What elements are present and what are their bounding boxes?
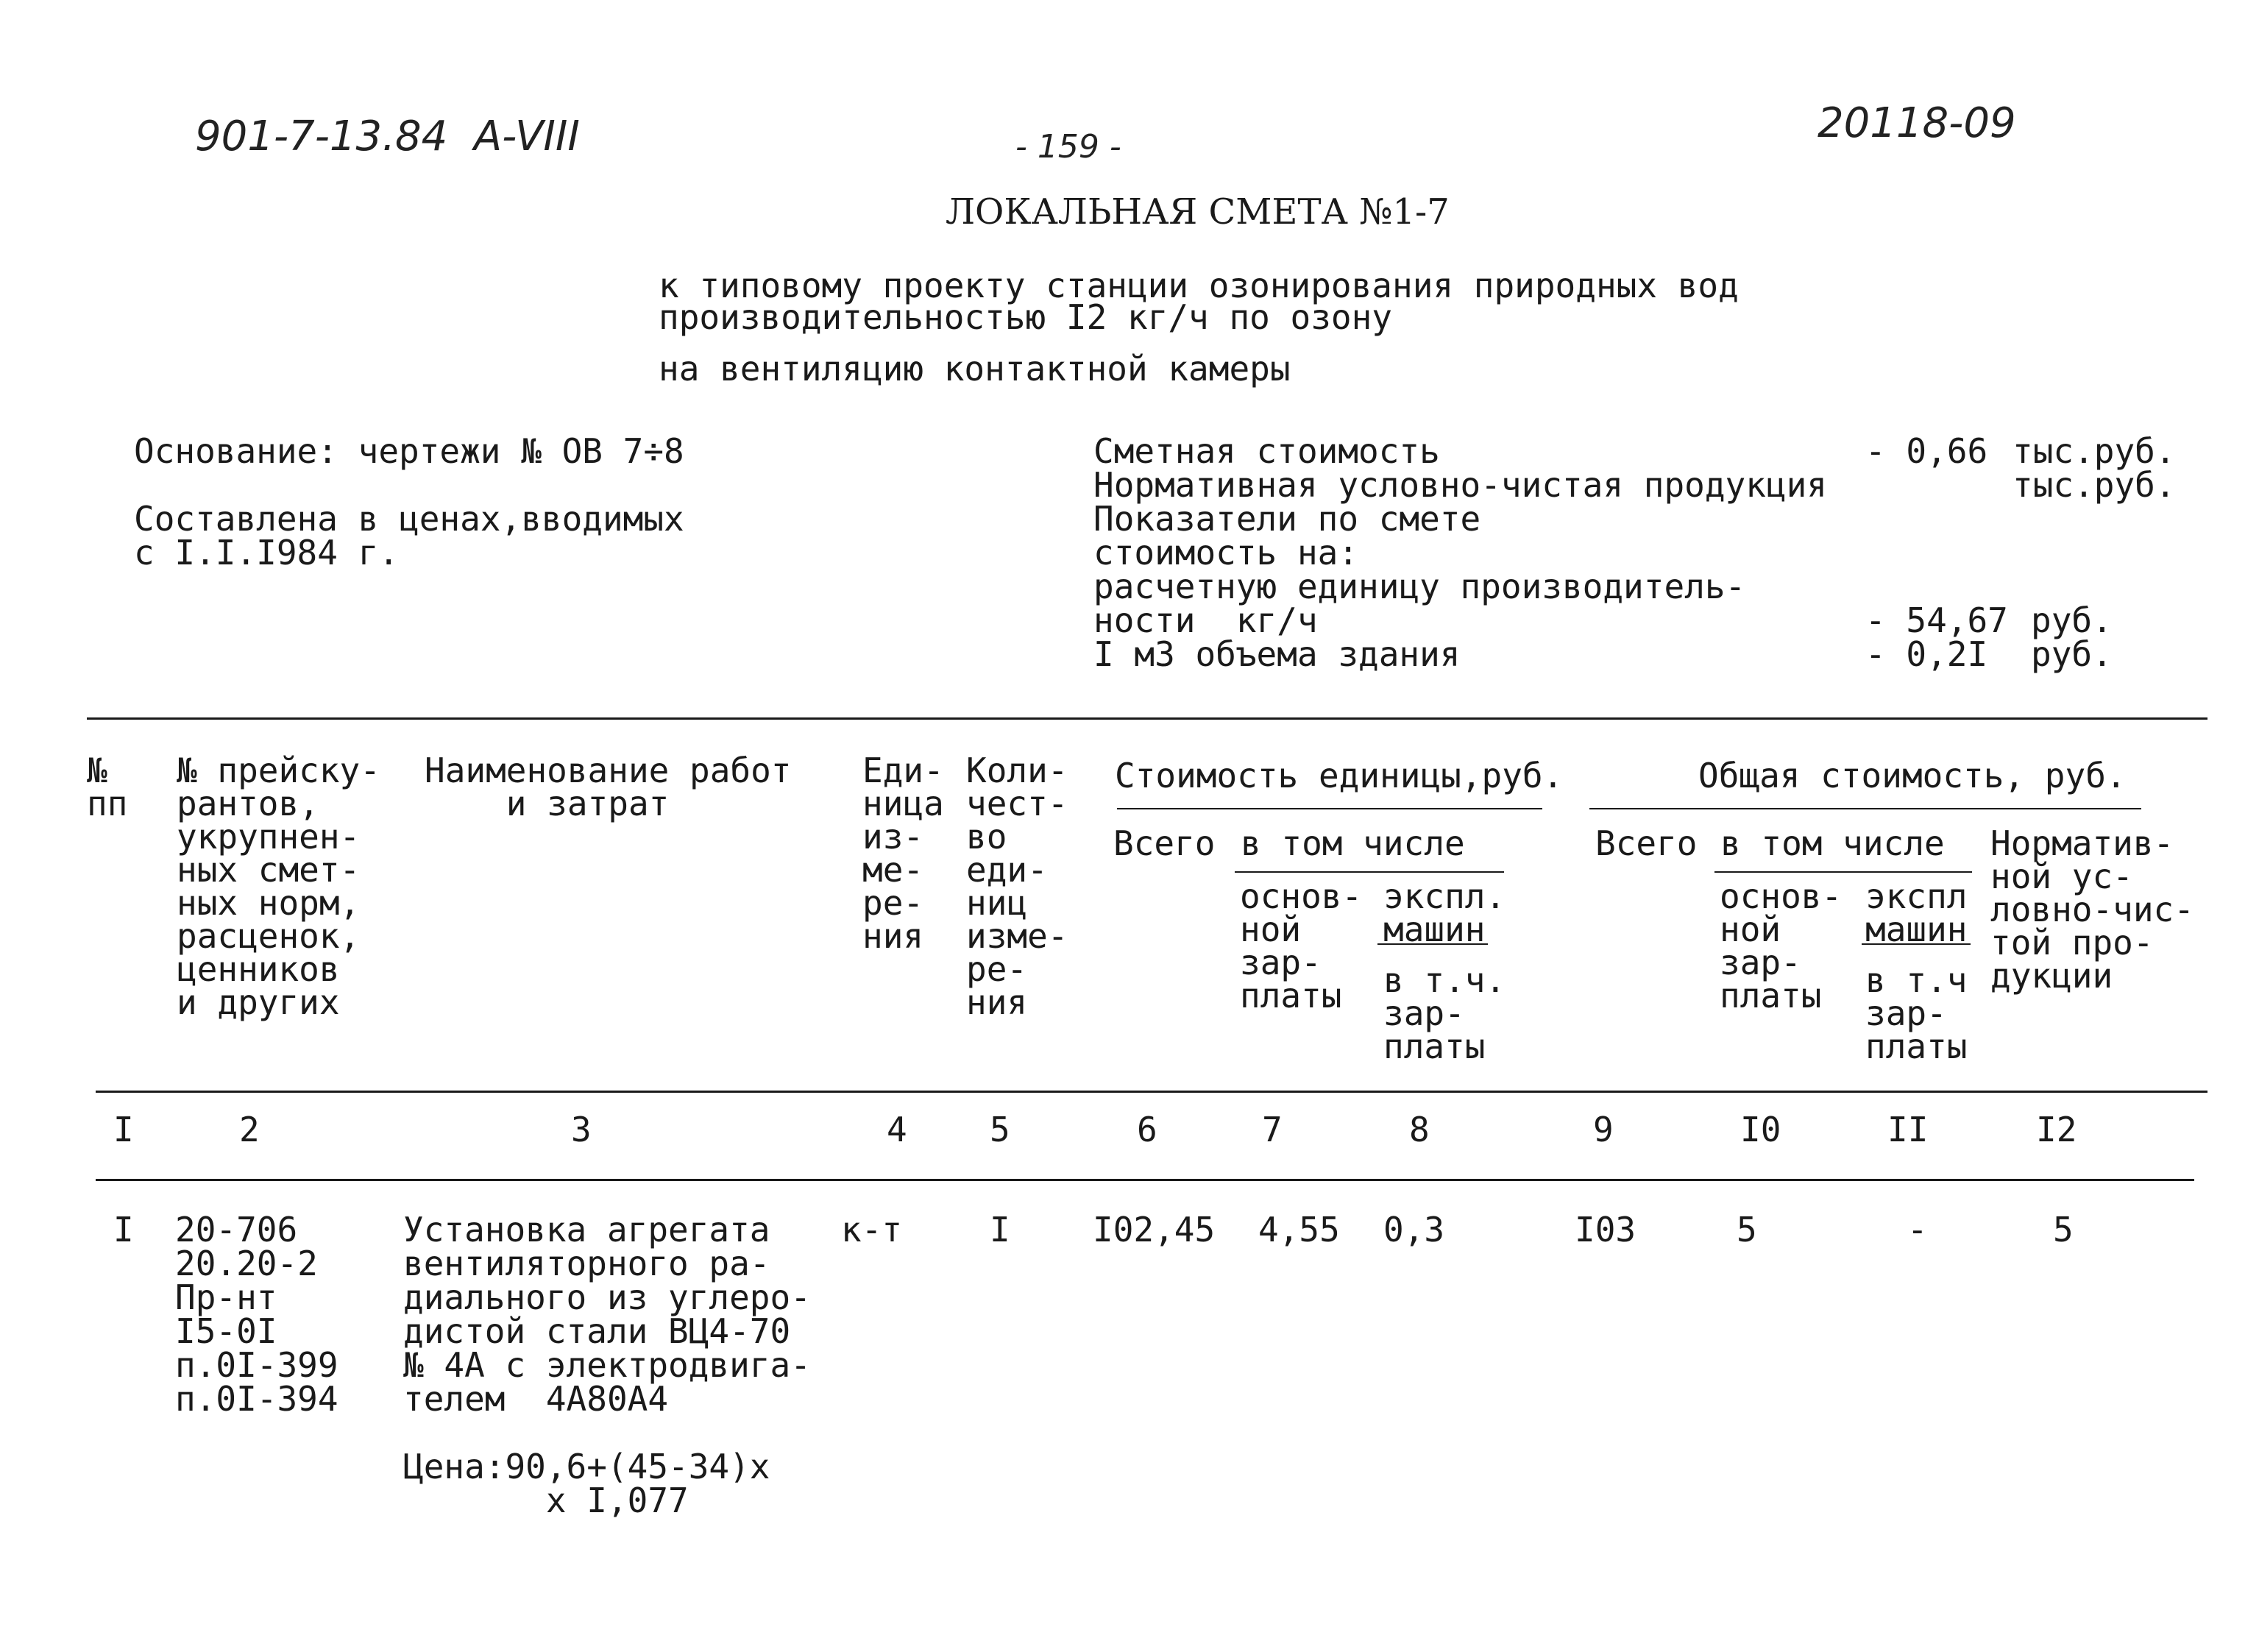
summary-value-per-m3: - 0,2I bbox=[1865, 634, 1988, 674]
summary-label-cost-on: стоимость на: bbox=[1093, 533, 1359, 572]
colnum-8: 8 bbox=[1409, 1110, 1430, 1149]
header-unit-base-wage: основ- ной зар- платы bbox=[1240, 876, 1363, 1015]
project-code-stamp: 901-7-13.84 A-VIII bbox=[195, 113, 580, 160]
document-title: ЛОКАЛЬНАЯ СМЕТА №1-7 bbox=[946, 191, 1450, 233]
row-1-refs: 20-706 20.20-2 Пр-нт I5-0I п.0I-399 п.0I-394 bbox=[175, 1210, 338, 1419]
row-1-total: I03 bbox=[1575, 1210, 1636, 1249]
header-total-machine-2: машин bbox=[1865, 910, 1968, 949]
colnum-5: 5 bbox=[990, 1110, 1010, 1149]
total-cost-group-rule bbox=[1589, 808, 2141, 809]
header-total-incl: в том числе bbox=[1720, 823, 1945, 863]
summary-unit-per-m3: руб. bbox=[2031, 634, 2113, 674]
header-unit-total: Всего bbox=[1113, 823, 1216, 863]
registry-number: 20118-09 bbox=[1818, 99, 2016, 147]
colnum-7: 7 bbox=[1262, 1110, 1283, 1149]
header-bottom-rule bbox=[96, 1091, 2207, 1093]
total-incl-rule bbox=[1714, 871, 1972, 873]
row-1-total-machine: - bbox=[1907, 1210, 1928, 1249]
row-1-unit: к-т bbox=[841, 1210, 903, 1249]
colnum-12: I2 bbox=[2036, 1110, 2077, 1149]
prices-line-1: Составлена в ценах,вводимых bbox=[134, 499, 684, 539]
summary-unit-nchp: тыс.руб. bbox=[2012, 465, 2176, 505]
summary-unit-per-unit: руб. bbox=[2031, 600, 2113, 640]
prices-line-2: с I.I.I984 г. bbox=[134, 533, 400, 572]
colnum-9: 9 bbox=[1593, 1110, 1614, 1149]
header-unit-machine: экспл. bbox=[1383, 876, 1506, 916]
summary-label-nchp: Нормативная условно-чистая продукция bbox=[1093, 465, 1827, 505]
header-total-cost-group: Общая стоимость, руб. bbox=[1698, 756, 2127, 795]
colnum-10: I0 bbox=[1740, 1110, 1781, 1149]
summary-label-per-unit-2: ности кг/ч bbox=[1093, 600, 1318, 640]
row-1-total-base: 5 bbox=[1737, 1210, 1757, 1249]
colnum-6: 6 bbox=[1137, 1110, 1157, 1149]
summary-value-per-unit: - 54,67 bbox=[1865, 600, 2008, 640]
summary-label-per-m3: I м3 объема здания bbox=[1093, 634, 1461, 674]
header-total-base-wage: основ- ной зар- платы bbox=[1720, 876, 1843, 1015]
summary-label-indicators: Показатели по смете bbox=[1093, 499, 1481, 539]
header-nchp: Норматив- ной ус- ловно-чис- той про- дукции bbox=[1990, 823, 2194, 996]
row-1-unit-machine: 0,3 bbox=[1383, 1210, 1445, 1249]
header-unit-incl: в том числе bbox=[1241, 823, 1465, 863]
header-unit-machine-wage: в т.ч. зар- платы bbox=[1383, 960, 1506, 1066]
row-1-num: I bbox=[113, 1210, 134, 1249]
summary-unit-cost: тыс.руб. bbox=[2012, 431, 2176, 471]
subtitle-line-1: к типовому проекту станции озонирования природных вод bbox=[659, 266, 1739, 305]
summary-label-per-unit-1: расчетную единицу производитель- bbox=[1093, 567, 1746, 606]
basis-line: Основание: чертежи № ОВ 7÷8 bbox=[134, 431, 684, 471]
page-number: - 159 - bbox=[1015, 128, 1121, 166]
row-1-nchp: 5 bbox=[2053, 1210, 2074, 1249]
unit-cost-group-rule bbox=[1117, 808, 1542, 809]
column-numbers-rule bbox=[96, 1179, 2194, 1181]
subtitle-line-2: производительностью I2 кг/ч по озону bbox=[659, 297, 1392, 337]
row-1-unit-base: 4,55 bbox=[1258, 1210, 1340, 1249]
subject-line: на вентиляцию контактной камеры bbox=[659, 349, 1291, 389]
header-total-machine-wage: в т.ч зар- платы bbox=[1865, 960, 1968, 1066]
row-1-qty: I bbox=[990, 1210, 1010, 1249]
table-top-rule bbox=[87, 717, 2207, 720]
summary-label-cost: Сметная стоимость bbox=[1093, 431, 1440, 471]
colnum-4: 4 bbox=[887, 1110, 907, 1149]
colnum-3: 3 bbox=[571, 1110, 592, 1149]
header-refs: № прейску- рантов, укрупнен- ных смет- ных норм, расценок, ценников и других bbox=[177, 751, 380, 1022]
header-num: № пп bbox=[87, 751, 128, 823]
row-1-price-note: Цена:90,6+(45-34)х х I,077 bbox=[403, 1447, 770, 1520]
header-qty: Коли- чест- во еди- ниц изме- ре- ния bbox=[966, 751, 1068, 1022]
header-unit: Еди- ница из- ме- ре- ния bbox=[862, 751, 944, 956]
header-total-total: Всего bbox=[1595, 823, 1698, 863]
header-unit-machine-2: машин bbox=[1383, 910, 1486, 949]
row-1-unit-total: I02,45 bbox=[1093, 1210, 1216, 1249]
header-name: Наименование работ и затрат bbox=[425, 751, 792, 823]
summary-value-cost: - 0,66 bbox=[1865, 431, 1988, 471]
colnum-2: 2 bbox=[239, 1110, 260, 1149]
unit-incl-rule bbox=[1235, 871, 1504, 873]
row-1-name: Установка агрегата вентиляторного ра- диального из углеро- дистой стали ВЦ4-70 № 4А с электродвига- телем 4А80А4 bbox=[403, 1210, 811, 1419]
header-total-machine: экспл bbox=[1865, 876, 1968, 916]
colnum-1: I bbox=[113, 1110, 134, 1149]
header-unit-cost-group: Стоимость единицы,руб. bbox=[1115, 756, 1564, 795]
colnum-11: II bbox=[1887, 1110, 1929, 1149]
